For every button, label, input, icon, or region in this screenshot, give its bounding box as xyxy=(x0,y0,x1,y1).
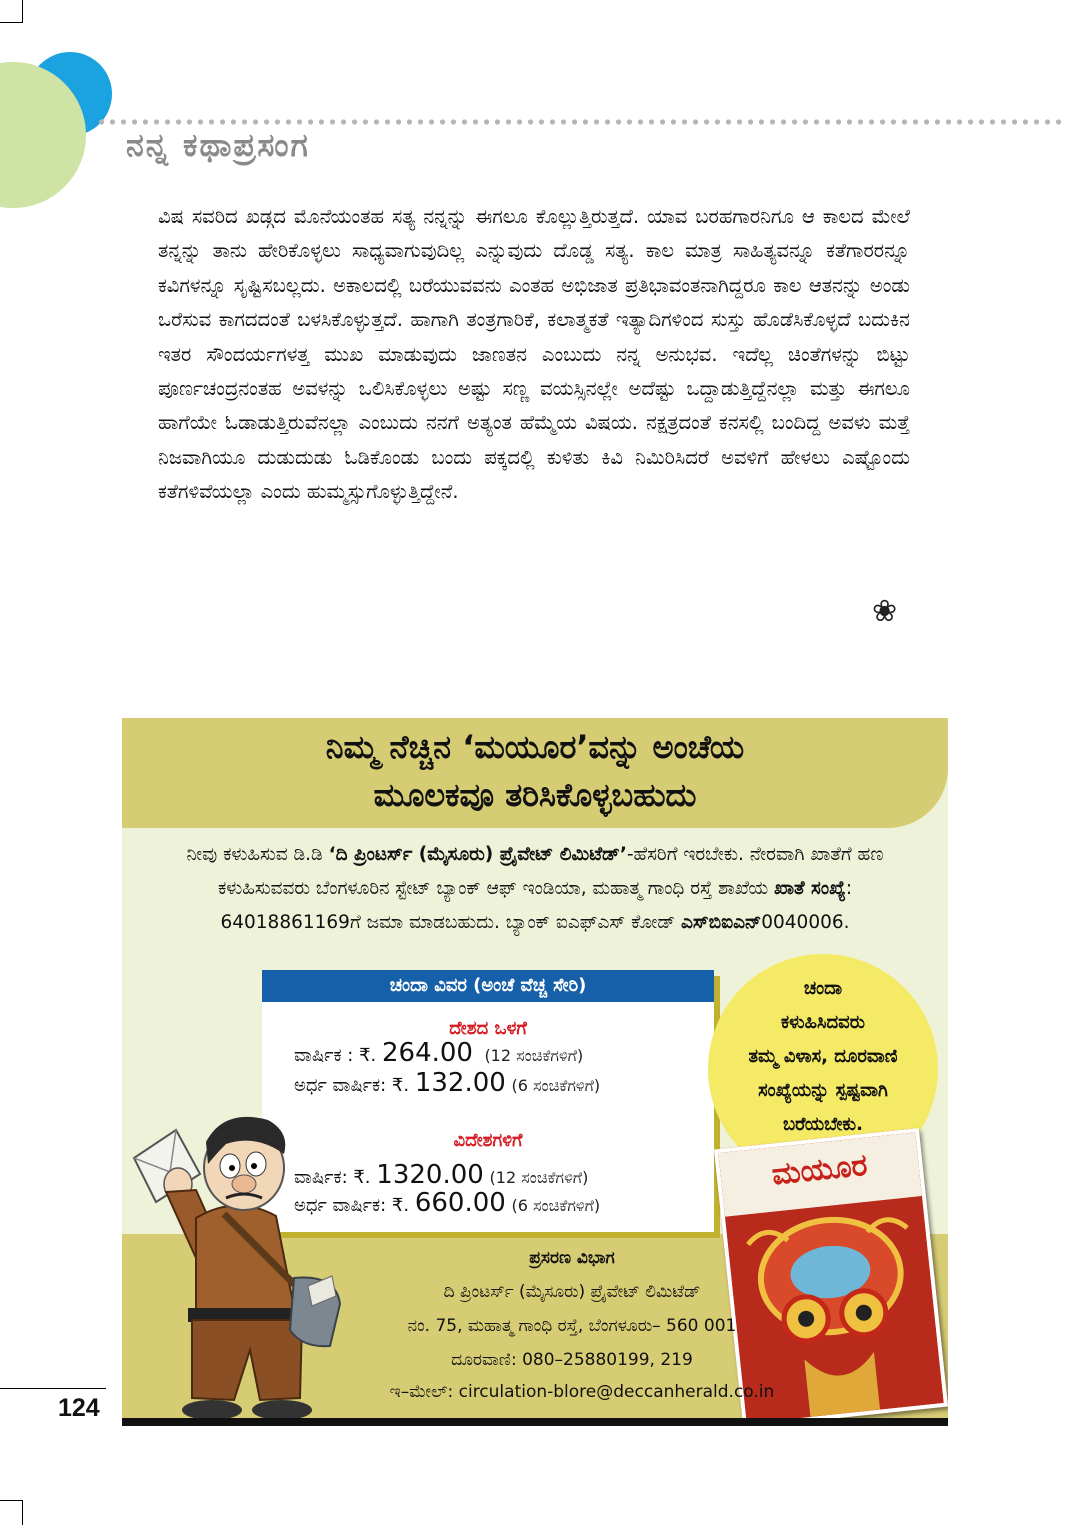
advert-bottom-rule xyxy=(122,1418,948,1426)
domestic-half-row: ಅರ್ಧ ವಾರ್ಷಿಕ: ₹. 132.00 (6 ಸಂಚಿಕೆಗಳಿಗೆ) xyxy=(294,1068,601,1098)
magazine-title: ಮಯೂರ xyxy=(770,1147,870,1193)
address-department: ಪ್ರಸರಣ ವಿಭಾಗ xyxy=(529,1248,615,1268)
foreign-title: ವಿದೇಶಗಳಿಗೆ xyxy=(453,1130,523,1151)
page-number-rule xyxy=(0,1388,106,1389)
foreign-half-row: ಅರ್ಧ ವಾರ್ಷಿಕ: ₹. 660.00 (6 ಸಂಚಿಕೆಗಳಿಗೆ) xyxy=(294,1188,601,1218)
crop-mark-top xyxy=(0,22,22,23)
domestic-title: ದೇಶದ ಒಳಗೆ xyxy=(449,1018,527,1039)
address-street: ನಂ. 75, ಮಹಾತ್ಮ ಗಾಂಧಿ ರಸ್ತೆ, ಬೆಂಗಳೂರು– 560 001 xyxy=(407,1316,737,1336)
dotted-rule xyxy=(96,118,1062,126)
subscription-header: ಚಂದಾ ವಿವರ (ಅಂಚೆ ವೆಚ್ಚ ಸೇರಿ) xyxy=(262,970,714,1002)
address-company: ದಿ ಪ್ರಿಂಟರ್ಸ್ (ಮೈಸೂರು) ಪ್ರೈವೇಟ್ ಲಿಮಿಟೆಡ್ xyxy=(443,1282,701,1302)
foreign-annual-row: ವಾರ್ಷಿಕ: ₹. 1320.00 (12 ಸಂಚಿಕೆಗಳಿಗೆ) xyxy=(294,1160,589,1190)
advert-title-line2: ಮೂಲಕವೂ ತರಿಸಿಕೊಳ್ಳಬಹುದು xyxy=(373,776,697,814)
address-phone: ದೂರವಾಣಿ: 080–25880199, 219 xyxy=(451,1350,693,1370)
end-mark-flower-icon: ❀ xyxy=(872,594,898,629)
subscription-advert xyxy=(122,718,948,1426)
domestic-annual-row: ವಾರ್ಷಿಕ : ₹. 264.00 (12 ಸಂಚಿಕೆಗಳಿಗೆ) xyxy=(294,1038,584,1068)
crop-mark-bottom xyxy=(0,1500,22,1501)
crop-mark-top-v xyxy=(22,0,23,23)
note-circle-text: ಚಂದಾ ಕಳುಹಿಸಿದವರು ತಮ್ಮ ವಿಳಾಸ, ದೂರವಾಣಿ ಸಂಖ್ಯೆಯನ್ನು ಸ್ಪಷ್ಟವಾಗಿ ಬರೆಯಬೇಕು. xyxy=(748,978,898,1135)
advert-intro: ನೀವು ಕಳುಹಿಸುವ ಡಿ.ಡಿ ‘ದಿ ಪ್ರಿಂಟರ್ಸ್ (ಮೈಸೂರು) ಪ್ರೈವೇಟ್ ಲಿಮಿಟೆಡ್’-ಹೆಸರಿಗೆ ಇರಬೇಕು. ನೇರವಾಗಿ ಖಾತೆಗೆ ಹಣ ಕಳುಹಿಸುವವರು ಬೆಂಗಳೂರಿನ ಸ್ಟೇಟ್ ಬ್ಯಾಂಕ್ ಆಫ್ ಇಂಡಿಯಾ, ಮಹಾತ್ಮ ಗಾಂಧಿ ರಸ್ತೆ ಶಾಖೆಯ ಖಾತೆ ಸಂಖ್ಯೆ: 64018861169ಗೆ ಜಮಾ ಮಾಡಬಹುದು. ಬ್ಯಾಂಕ್ ಐಎಫ್ಎಸ್ ಕೋಡ್ ಎಸ್‌ಬಿಐಎನ್0040006. xyxy=(186,844,884,933)
page-number: 124 xyxy=(58,1394,100,1422)
address-email: ಇ–ಮೇಲ್: circulation-blore@deccanherald.co.in xyxy=(389,1382,775,1402)
crop-mark-bottom-v xyxy=(22,1500,23,1525)
section-title: ನನ್ನ ಕಥಾಪ್ರಸಂಗ xyxy=(126,126,310,164)
article-body: ವಿಷ ಸವರಿದ ಖಡ್ಗದ ಮೊನೆಯಂತಹ ಸತ್ಯ ನನ್ನನ್ನು ಈಗಲೂ ಕೊಲ್ಲುತ್ತಿರುತ್ತದೆ. ಯಾವ ಬರಹಗಾರನಿಗೂ ಆ ಕಾಲದ ಮೇಲೆ ತನ್ನನ್ನು ತಾನು ಹೇರಿಕೊಳ್ಳಲು ಸಾಧ್ಯವಾಗುವುದಿಲ್ಲ ಎನ್ನುವುದು ದೊಡ್ಡ ಸತ್ಯ. ಕಾಲ ಮಾತ್ರ ಸಾಹಿತ್ಯವನ್ನೂ ಕತೆಗಾರರನ್ನೂ ಕವಿಗಳನ್ನೂ ಸೃಷ್ಟಿಸಬಲ್ಲದು. ಅಕಾಲದಲ್ಲಿ ಬರೆಯುವವನು ಎಂತಹ ಅಭಿಜಾತ ಪ್ರತಿಭಾವಂತನಾಗಿದ್ದರೂ ಕಾಲ ಆತನನ್ನು ಅಂಡು ಒರೆಸುವ ಕಾಗದದಂತೆ ಬಳಸಿಕೊಳ್ಳುತ್ತದೆ. ಹಾಗಾಗಿ ತಂತ್ರಗಾರಿಕೆ, ಕಲಾತ್ಮಕತೆ ಇತ್ಯಾದಿಗಳಿಂದ ಸುಸ್ತು ಹೊಡೆಸಿಕೊಳ್ಳದೆ ಬದುಕಿನ ಇತರ ಸೌಂದರ್ಯಗಳತ್ತ ಮುಖ ಮಾಡುವುದು ಜಾಣತನ ಎಂಬುದು ನನ್ನ ಅನುಭವ. ಇದೆಲ್ಲ ಚಿಂತೆಗಳನ್ನು ಬಿಟ್ಟು ಪೂರ್ಣಚಂದ್ರನಂತಹ ಅವಳನ್ನು ಒಲಿಸಿಕೊಳ್ಳಲು ಅಷ್ಟು ಸಣ್ಣ ವಯಸ್ಸಿನಲ್ಲೇ ಅದೆಷ್ಟು ಒದ್ದಾಡುತ್ತಿದ್ದೆನಲ್ಲಾ ಮತ್ತು ಈಗಲೂ ಹಾಗೆಯೇ ಓಡಾಡುತ್ತಿರುವೆನಲ್ಲಾ ಎಂಬುದು ನನಗೆ ಅತ್ಯಂತ ಹೆಮ್ಮೆಯ ವಿಷಯ. ನಕ್ಷತ್ರದಂತೆ ಕನಸಲ್ಲಿ ಬಂದಿದ್ದ ಅವಳು ಮತ್ತೆ ನಿಜವಾಗಿಯೂ ದುಡುದುಡು ಓಡಿಕೊಂಡು ಬಂದು ಪಕ್ಕದಲ್ಲಿ ಕುಳಿತು ಕಿವಿ ನಿಮಿರಿಸಿದರೆ ಅವಳಿಗೆ ಹೇಳಲು ಎಷ್ಟೊಂದು ಕತೆಗಳಿವೆಯಲ್ಲಾ ಎಂದು ಹುಮ್ಮಸ್ಸುಗೊಳ್ಳುತ್ತಿದ್ದೇನೆ. xyxy=(158,205,910,504)
advert-title-line1: ನಿಮ್ಮ ನೆಚ್ಚಿನ ‘ಮಯೂರ’ವನ್ನು ಅಂಚೆಯ xyxy=(325,728,745,766)
